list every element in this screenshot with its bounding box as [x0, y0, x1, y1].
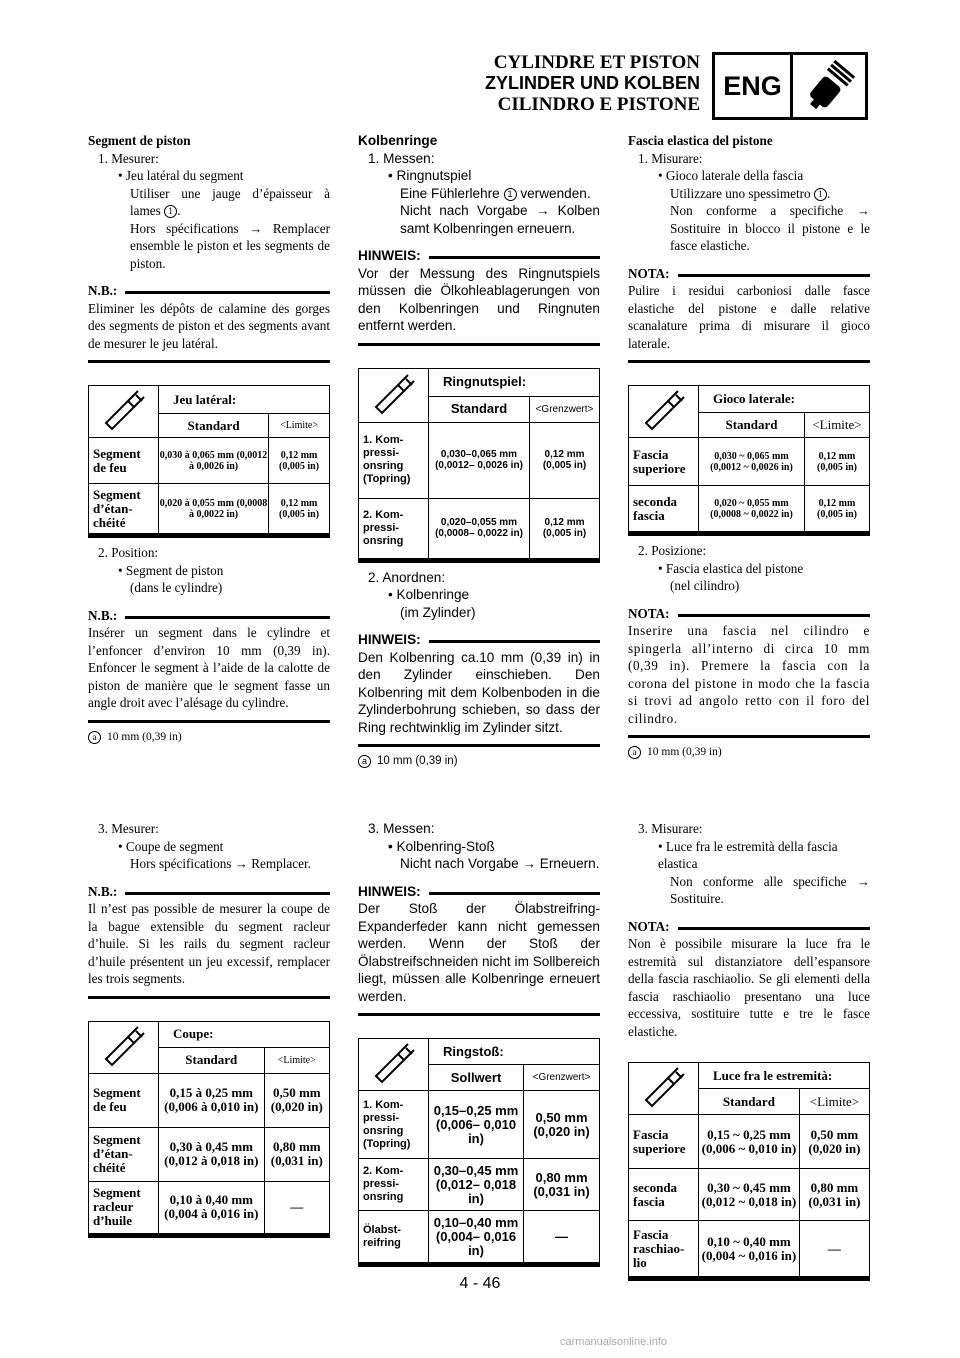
- row-header: Segment de feu: [89, 438, 159, 484]
- note-text: Il n’est pas possible de mesurer la coupe de la bague extensible du segment racleur d’huile. Si les rails du segment racleur d’huile présentent un jeu excessif, remplacer les trois segments.: [88, 901, 330, 986]
- row-standard: 0,30 ~ 0,45 mm (0,012 ~ 0,018 in): [699, 1169, 800, 1221]
- end-gap-table: [628, 1062, 870, 1277]
- page-number: 4 - 46: [459, 1275, 501, 1292]
- col-standard: Standard: [159, 414, 269, 438]
- step-3-bullet: • Coupe de segment: [118, 838, 224, 854]
- table-title: Jeu latéral:: [159, 386, 330, 414]
- column-de: [358, 132, 600, 771]
- row-limit: 0,80 mm (0,031 in): [264, 1127, 329, 1181]
- step-1-bullet: • Jeu latéral du segment: [118, 168, 244, 183]
- row-limit: 0,50 mm (0,020 in): [799, 1115, 869, 1169]
- note-text: Den Kolbenring ca.10 mm (0,39 in) in den Zylinder einschieben. Den Kolbenring mit dem Kolbenboden in die Zylinderbohrung schieben, so dass der Ring rechtwinklig im Zylinder sitzt.: [358, 649, 600, 735]
- table-title: Ringstoß:: [429, 1039, 600, 1065]
- col-limit: <Grenzwert>: [524, 1065, 600, 1091]
- note-header: NOTA:: [628, 605, 870, 623]
- row-header: Fascia superiore: [629, 438, 699, 486]
- row-header: seconda fascia: [629, 1169, 699, 1221]
- row-standard: 0,10 à 0,40 mm (0,004 à 0,016 in): [159, 1181, 265, 1233]
- row-limit: 0,12 mm (0,005 in): [269, 484, 330, 534]
- note-end-rule: [358, 343, 600, 346]
- ref-number-1: 1: [814, 188, 827, 201]
- row-standard: 0,15 ~ 0,25 mm (0,006 ~ 0,010 in): [699, 1115, 800, 1169]
- step-1-text: Utiliser une jauge d’épaisseur à lames 1 .: [130, 185, 330, 218]
- row-standard: 0,020–0,055 mm (0,0008– 0,0022 in): [429, 498, 530, 558]
- col-standard: Standard: [699, 413, 805, 438]
- col-limit: <Limite>: [264, 1047, 329, 1073]
- step-3: 3. Mesurer:: [98, 821, 159, 836]
- note-text: Eliminer les dépôts de calamine des gorges des segments de piston et des segments avant de mesurer le jeu latéral.: [88, 300, 330, 351]
- step-3-bullet: • Kolbenring-Stoß: [388, 838, 495, 854]
- footer-watermark: carmanualsonline.info: [560, 1336, 668, 1348]
- step-3: 3. Messen:: [368, 821, 435, 836]
- row-limit: —: [799, 1221, 869, 1277]
- row-standard: 0,10 ~ 0,40 mm (0,004 ~ 0,016 in): [699, 1221, 800, 1277]
- note-end-rule: [88, 996, 330, 999]
- measurement-icon: [359, 368, 429, 422]
- row-standard: 0,15–0,25 mm (0,006– 0,010 in): [429, 1091, 524, 1159]
- step-2-text: (nel cilindro): [670, 578, 740, 593]
- measurement-icon: [89, 386, 159, 438]
- step-2: 2. Position:: [98, 545, 159, 560]
- col-limit: <Limite>: [804, 413, 869, 438]
- row-limit: 0,12 mm (0,005 in): [529, 422, 599, 498]
- measurement-icon: [629, 1063, 699, 1115]
- table-bottom-rule: [358, 1263, 600, 1267]
- note-text: Pulire i residui carboniosi dalle fasce elastiche del pistone e dalle relative scanalature prima di misurare il gioco laterale.: [628, 283, 870, 351]
- table-title: Gioco laterale:: [699, 386, 870, 413]
- section-title: Segment de piston: [88, 133, 191, 148]
- step-1: 1. Mesurer:: [98, 150, 159, 166]
- eng-badge: [712, 52, 868, 120]
- step-1-bullet: • Ringnutspiel: [388, 168, 472, 183]
- step-1-text: Eine Fühlerlehre 1 verwenden.: [400, 185, 591, 201]
- step-3-text: Hors spécifications → Remplacer.: [130, 856, 311, 871]
- eng-label: ENG: [715, 55, 793, 117]
- step-1: 1. Misurare:: [638, 150, 703, 166]
- row-limit: —: [524, 1211, 600, 1263]
- row-header: Segment racleur d’huile: [89, 1181, 159, 1233]
- ref-letter-a: a: [88, 731, 101, 744]
- header-title-fr: CYLINDRE ET PISTON: [493, 52, 700, 73]
- step-1-bullet: • Gioco laterale della fascia: [658, 168, 804, 183]
- row-header: Segment de feu: [89, 1073, 159, 1127]
- dimension-note: a 10 mm (0,39 in): [88, 729, 330, 747]
- table-title: Ringnutspiel:: [429, 368, 600, 396]
- col-standard: Sollwert: [429, 1065, 524, 1091]
- row-standard: 0,030 à 0,065 mm (0,0012 à 0,0026 in): [159, 438, 269, 484]
- table-bottom-rule: [88, 534, 330, 538]
- col-limit: <Grenzwert>: [529, 396, 599, 422]
- note-text: Vor der Messung des Ringnutspiels müssen die Ölkohleablagerungen von den Kolbenringen und Ringnuten entfernt werden.: [358, 265, 600, 333]
- step-2-text: (im Zylinder): [400, 604, 476, 620]
- header-title-it: CILINDRO E PISTONE: [497, 94, 700, 115]
- side-clearance-table: [88, 385, 330, 534]
- row-header: Segment d’étan-chéité: [89, 484, 159, 534]
- step-2-bullet: • Fascia elastica del pistone: [658, 560, 804, 576]
- note-header: N.B.:: [88, 607, 330, 625]
- column-it-part2: [628, 820, 870, 1281]
- dimension-note: a 10 mm (0,39 in): [628, 744, 870, 762]
- column-fr: [88, 132, 330, 746]
- table-bottom-rule: [88, 1234, 330, 1238]
- step-1-action: Hors spécifications → Remplacer ensemble le piston et les segments de piston.: [130, 220, 330, 271]
- note-header: HINWEIS:: [358, 631, 600, 649]
- table-title: Luce fra le estremità:: [699, 1063, 870, 1089]
- row-header: 2. Kom-pressi-onsring: [359, 1159, 429, 1211]
- row-standard: 0,10–0,40 mm (0,004– 0,016 in): [429, 1211, 524, 1263]
- row-header: Ölabst-reifring: [359, 1211, 429, 1263]
- row-header: Fascia raschiao-lio: [629, 1221, 699, 1277]
- note-text: Non è possibile misurare la luce fra le estremità sul distanziatore dell’espansore della fascia raschiaolio. Se gli elementi della fascia raschiaolio presentano una luce eccessiva, sostituire tutte e tre le fasce elastiche.: [628, 936, 870, 1039]
- note-end-rule: [358, 1013, 600, 1016]
- note-text: Insérer un segment dans le cylindre et l’enfoncer d’environ 10 mm (0,39 in). Enfoncer le segment à l’aide de la calotte de piston de manière que le segment fasse un angle droit avec l’alésage du cylindre.: [88, 625, 330, 710]
- step-2-bullet: • Segment de piston: [118, 562, 224, 578]
- step-2: 2. Anordnen:: [368, 569, 446, 585]
- note-end-rule: [88, 360, 330, 363]
- col-standard: Standard: [429, 396, 530, 422]
- note-text: Inserire una fascia nel cilindro e spingerla all’interno di circa 10 mm (0,39 in). Premere la fascia con la corona del pistone in modo che la fascia si trovi ad angolo retto con il foro del cilindro.: [628, 623, 870, 726]
- measurement-icon: [359, 1039, 429, 1091]
- row-standard: 0,030 ~ 0,065 mm (0,0012 ~ 0,0026 in): [699, 438, 805, 486]
- col-limit: <Limite>: [269, 414, 330, 438]
- header-title-de: ZYLINDER UND KOLBEN: [485, 73, 700, 93]
- step-3-bullet: • Luce fra le estremità della fascia elastica: [658, 838, 838, 871]
- row-header: Segment d’étan-chéité: [89, 1127, 159, 1181]
- row-limit: 0,50 mm (0,020 in): [264, 1073, 329, 1127]
- column-it: [628, 132, 870, 762]
- row-standard: 0,15 à 0,25 mm (0,006 à 0,010 in): [159, 1073, 265, 1127]
- note-end-rule: [628, 735, 870, 738]
- table-title: Coupe:: [159, 1021, 330, 1047]
- step-3-text: Nicht nach Vorgabe → Erneuern.: [400, 856, 600, 871]
- row-limit: 0,12 mm (0,005 in): [529, 498, 599, 558]
- dimension-note: a 10 mm (0,39 in): [358, 753, 600, 771]
- step-1-action: Non conforme a specifiche → Sostituire in blocco il pistone e le fasce elastiche.: [670, 203, 870, 253]
- engine-icon: [793, 55, 865, 117]
- ref-number-1: 1: [164, 205, 177, 218]
- row-standard: 0,30–0,45 mm (0,012– 0,018 in): [429, 1159, 524, 1211]
- note-header: N.B.:: [88, 883, 330, 901]
- row-header: 2. Kom-pressi-onsring: [359, 498, 429, 558]
- row-limit: —: [264, 1181, 329, 1233]
- row-standard: 0,30 à 0,45 mm (0,012 à 0,018 in): [159, 1127, 265, 1181]
- col-standard: Standard: [159, 1047, 265, 1073]
- ring-groove-clearance-table: [358, 368, 600, 559]
- row-limit: 0,80 mm (0,031 in): [799, 1169, 869, 1221]
- table-bottom-rule: [628, 532, 870, 536]
- note-header: NOTA:: [628, 265, 870, 283]
- row-header: 1. Kom-pressi-onsring (Topring): [359, 1091, 429, 1159]
- row-limit: 0,80 mm (0,031 in): [524, 1159, 600, 1211]
- note-header: NOTA:: [628, 918, 870, 936]
- column-fr-part2: [88, 820, 330, 1238]
- step-2: 2. Posizione:: [638, 543, 707, 558]
- ref-number-1: 1: [504, 188, 517, 201]
- end-gap-table: [88, 1021, 330, 1234]
- col-limit: <Limite>: [799, 1089, 869, 1115]
- ref-letter-a: a: [628, 746, 641, 759]
- step-2-bullet: • Kolbenringe: [388, 587, 470, 602]
- note-end-rule: [88, 720, 330, 723]
- row-header: 1. Kom-pressi-onsring (Topring): [359, 422, 429, 498]
- measurement-icon: [629, 386, 699, 438]
- row-limit: 0,12 mm (0,005 in): [804, 486, 869, 532]
- step-3: 3. Misurare:: [638, 821, 703, 836]
- note-end-rule: [358, 744, 600, 747]
- step-1-action: Nicht nach Vorgabe → Kolben samt Kolbenringen erneuern.: [400, 203, 600, 236]
- step-3-text: Non conforme alle specifiche → Sostituire.: [670, 873, 870, 906]
- note-header: HINWEIS:: [358, 883, 600, 901]
- note-header: N.B.:: [88, 282, 330, 300]
- step-2-text: (dans le cylindre): [130, 580, 223, 595]
- row-standard: 0,020 ~ 0,055 mm (0,0008 ~ 0,0022 in): [699, 486, 805, 532]
- row-standard: 0,020 à 0,055 mm (0,0008 à 0,0022 in): [159, 484, 269, 534]
- section-header: [470, 52, 700, 115]
- note-header: HINWEIS:: [358, 247, 600, 265]
- row-standard: 0,030–0,065 mm (0,0012– 0,0026 in): [429, 422, 530, 498]
- ref-letter-a: a: [358, 755, 371, 768]
- section-title: Kolbenringe: [358, 133, 438, 148]
- measurement-icon: [89, 1021, 159, 1073]
- table-bottom-rule: [358, 559, 600, 563]
- row-header: Fascia superiore: [629, 1115, 699, 1169]
- note-text: Der Stoß der Ölabstreifring-Expanderfeder kann nicht gemessen werden. Wenn der Stoß der Ölabstreifschneiden nicht im Sollbereich liegt, müssen alle Kolbenringe erneuert werden.: [358, 901, 600, 1004]
- row-limit: 0,50 mm (0,020 in): [524, 1091, 600, 1159]
- column-de-part2: [358, 820, 600, 1267]
- step-1: 1. Messen:: [368, 150, 435, 166]
- row-limit: 0,12 mm (0,005 in): [804, 438, 869, 486]
- row-limit: 0,12 mm (0,005 in): [269, 438, 330, 484]
- step-1-text: Utilizzare uno spessimetro 1 .: [670, 185, 831, 201]
- col-standard: Standard: [699, 1089, 800, 1115]
- ring-end-gap-table: [358, 1038, 600, 1263]
- row-header: seconda fascia: [629, 486, 699, 532]
- section-title: Fascia elastica del pistone: [628, 133, 773, 148]
- note-end-rule: [628, 360, 870, 363]
- side-clearance-table: [628, 385, 870, 532]
